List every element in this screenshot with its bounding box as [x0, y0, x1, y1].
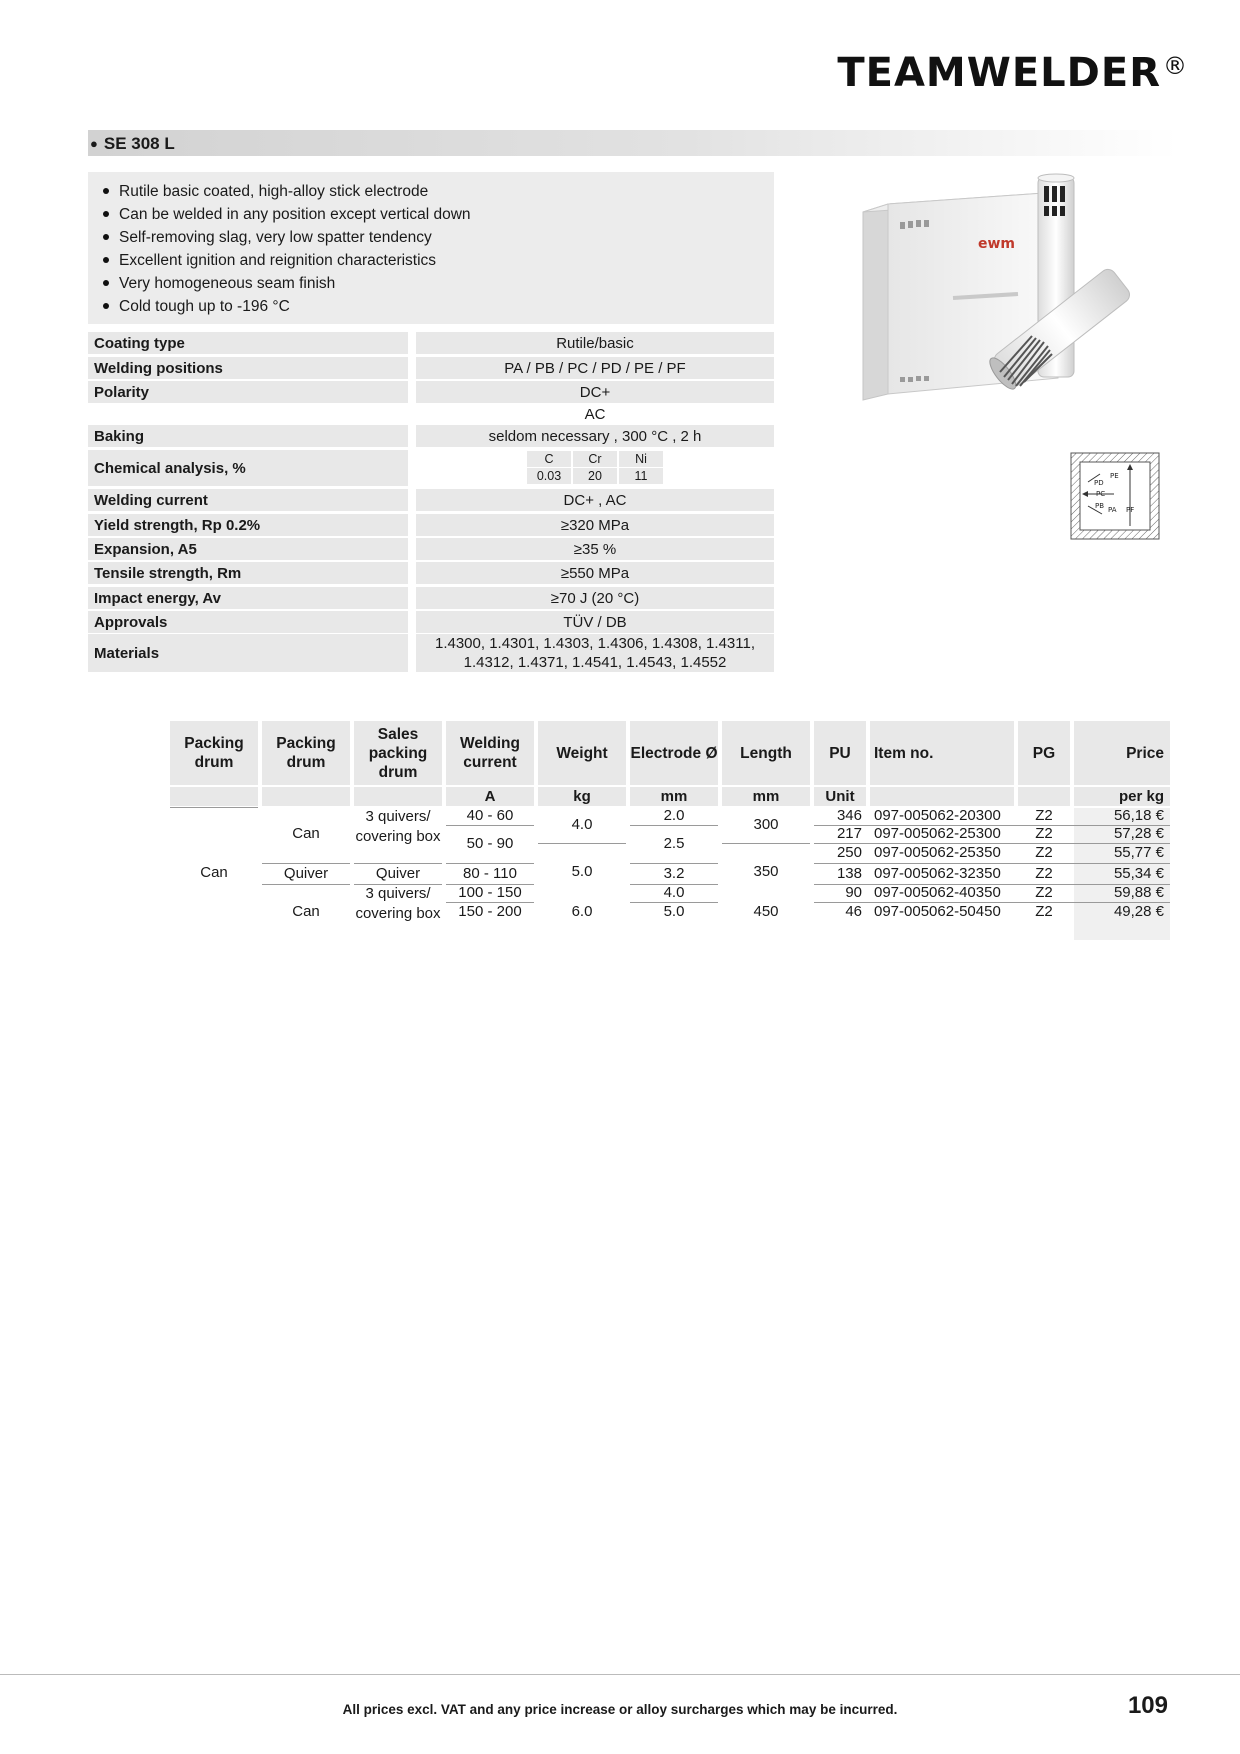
divider — [262, 884, 350, 885]
spec-row-impact-energy — [88, 587, 774, 609]
electrode-cell: 2.0 — [663, 807, 685, 824]
feature-item — [100, 203, 774, 226]
unit-cell: per kg — [1074, 787, 1170, 806]
pg-cell: Z2 — [1035, 865, 1053, 882]
divider — [538, 843, 626, 844]
feature-item — [100, 180, 774, 203]
divider — [262, 863, 350, 864]
bullet-icon — [103, 211, 109, 217]
price-cell: 55,34 € — [1113, 865, 1164, 882]
price-cell: 59,88 € — [1113, 884, 1164, 901]
chemical-analysis-grid — [416, 450, 774, 486]
brand-name: TEAMWELDER — [837, 50, 1161, 96]
column-header: PG — [1018, 721, 1070, 785]
electrode-cell: 4.0 — [663, 884, 685, 901]
divider — [630, 863, 718, 864]
packing-drum-cell: Can — [292, 825, 320, 842]
price-cell: 55,77 € — [1113, 844, 1164, 861]
feature-text: Rutile basic coated, high-alloy stick electrode — [119, 183, 429, 200]
pu-cell: 90 — [845, 884, 862, 901]
feature-list — [88, 172, 774, 324]
feature-item — [100, 272, 774, 295]
divider — [446, 825, 534, 826]
unit-cell: mm — [630, 787, 718, 806]
spec-value: ≥70 J (20 °C) — [416, 587, 774, 609]
spec-row-welding-positions — [88, 357, 774, 379]
title-bar — [88, 130, 1178, 156]
column-header: Price — [1074, 721, 1170, 785]
materials-line: 1.4312, 1.4371, 1.4541, 1.4543, 1.4552 — [463, 654, 727, 671]
product-title — [90, 134, 175, 154]
bullet-icon — [103, 257, 109, 263]
feature-text: Self-removing slag, very low spatter tendency — [119, 229, 432, 246]
position-label: PF — [1126, 506, 1135, 514]
chem-value: 11 — [619, 468, 663, 484]
pu-cell: 217 — [836, 825, 862, 842]
sales-packing-cell: Quiver — [375, 865, 421, 882]
length-cell: 300 — [753, 816, 779, 833]
spec-label: Expansion, A5 — [88, 538, 408, 560]
product-image — [858, 172, 1148, 448]
spec-row-welding-current — [88, 489, 774, 511]
spec-label: Materials — [88, 634, 408, 672]
feature-text: Cold tough up to -196 °C — [119, 298, 290, 315]
footer-divider — [0, 1674, 1240, 1675]
chem-value: 0.03 — [527, 468, 571, 484]
spec-row-materials — [88, 634, 774, 672]
pg-cell: Z2 — [1035, 807, 1053, 824]
divider — [354, 863, 442, 864]
spec-row-baking — [88, 425, 774, 447]
spec-label: Impact energy, Av — [88, 587, 408, 609]
pg-cell: Z2 — [1035, 903, 1053, 920]
chem-element: C — [527, 451, 571, 467]
unit-cell: mm — [722, 787, 810, 806]
spec-row-polarity — [88, 381, 774, 403]
spec-row-coating-type — [88, 332, 774, 354]
feature-text: Can be welded in any position except vertical down — [119, 206, 471, 223]
pg-cell: Z2 — [1035, 884, 1053, 901]
feature-text: Excellent ignition and reignition characteristics — [119, 252, 437, 269]
current-cell: 50 - 90 — [466, 835, 514, 852]
spec-value: Rutile/basic — [416, 332, 774, 354]
current-cell: 100 - 150 — [458, 884, 522, 901]
electrode-cell: 5.0 — [663, 903, 685, 920]
pu-cell: 250 — [836, 844, 862, 861]
column-header: Welding current — [446, 721, 534, 785]
pu-cell: 138 — [836, 865, 862, 882]
pg-cell: Z2 — [1035, 825, 1053, 842]
packing-drum-cell: Can — [292, 903, 320, 920]
bullet-icon — [103, 188, 109, 194]
unit-cell: Unit — [814, 787, 866, 806]
column-header: Sales packing drum — [354, 721, 442, 785]
current-cell: 40 - 60 — [466, 807, 514, 824]
materials-line: 1.4300, 1.4301, 1.4303, 1.4306, 1.4308, 1.4311, — [434, 635, 755, 652]
unit-cell: kg — [538, 787, 626, 806]
chem-element: Cr — [573, 451, 617, 467]
position-label: PA — [1108, 506, 1117, 514]
pg-cell: Z2 — [1035, 844, 1053, 861]
page-number: 109 — [1127, 1692, 1168, 1719]
unit-cell-empty — [1018, 787, 1070, 806]
spec-value — [416, 634, 774, 672]
unit-cell-empty — [262, 787, 350, 806]
bullet-icon: ● — [90, 136, 98, 151]
pu-cell: 346 — [836, 807, 862, 824]
divider — [814, 863, 1170, 864]
unit-cell: A — [446, 787, 534, 806]
feature-text: Very homogeneous seam finish — [119, 275, 336, 292]
spec-row-yield-strength — [88, 514, 774, 536]
divider — [722, 843, 810, 844]
spec-label: Baking — [88, 425, 408, 447]
brand-mark: ewm — [978, 236, 1016, 252]
registered-mark: ® — [1163, 52, 1188, 80]
spec-value: ≥35 % — [416, 538, 774, 560]
item-number-cell: 097-005062-20300 — [874, 807, 1001, 824]
spec-value: DC+ — [416, 381, 774, 403]
column-header: Item no. — [870, 721, 1014, 785]
feature-item — [100, 226, 774, 249]
divider — [446, 863, 534, 864]
spec-row-tensile-strength — [88, 562, 774, 584]
weight-cell: 6.0 — [571, 903, 593, 920]
sales-packing-cell: 3 quivers/ covering box — [355, 885, 441, 922]
item-number-cell: 097-005062-50450 — [874, 903, 1001, 920]
item-number-cell: 097-005062-32350 — [874, 865, 1001, 882]
spec-row-polarity-ac — [88, 404, 774, 424]
length-cell: 350 — [753, 863, 779, 880]
column-header: Weight — [538, 721, 626, 785]
spec-value: DC+ , AC — [416, 489, 774, 511]
position-label: PE — [1110, 472, 1119, 480]
current-cell: 80 - 110 — [463, 865, 517, 882]
position-label: PB — [1095, 502, 1105, 510]
spec-value: ≥320 MPa — [416, 514, 774, 536]
column-header: PU — [814, 721, 866, 785]
bullet-icon — [103, 303, 109, 309]
spec-value: PA / PB / PC / PD / PE / PF — [416, 357, 774, 379]
item-number-cell: 097-005062-25350 — [874, 844, 1001, 861]
spec-label: Chemical analysis, % — [88, 450, 408, 486]
divider — [170, 807, 258, 808]
position-label: PD — [1094, 479, 1104, 487]
product-title-text: SE 308 L — [103, 134, 175, 153]
price-cell: 49,28 € — [1113, 903, 1164, 920]
chem-element: Ni — [619, 451, 663, 467]
spec-label: Welding current — [88, 489, 408, 511]
spec-value: TÜV / DB — [416, 611, 774, 633]
bullet-icon — [103, 234, 109, 240]
spec-value: seldom necessary , 300 °C , 2 h — [416, 425, 774, 447]
brand-logo — [837, 50, 1188, 96]
spec-label: Yield strength, Rp 0.2% — [88, 514, 408, 536]
column-header: Packing drum — [262, 721, 350, 785]
spec-row-expansion — [88, 538, 774, 560]
price-cell: 56,18 € — [1113, 807, 1164, 824]
column-header: Packing drum — [170, 721, 258, 785]
spec-label: Polarity — [88, 381, 408, 403]
column-header: Length — [722, 721, 810, 785]
length-cell: 450 — [753, 903, 779, 920]
feature-item — [100, 249, 774, 272]
weight-cell: 4.0 — [571, 816, 593, 833]
bullet-icon — [103, 280, 109, 286]
spec-value: ≥550 MPa — [416, 562, 774, 584]
packing-drum-cell: Can — [200, 864, 228, 881]
sales-packing-cell: 3 quivers/ covering box — [355, 808, 441, 845]
unit-cell-empty — [870, 787, 1014, 806]
spec-label: Coating type — [88, 332, 408, 354]
item-number-cell: 097-005062-40350 — [874, 884, 1001, 901]
pu-cell: 46 — [845, 903, 862, 920]
price-cell: 57,28 € — [1113, 825, 1164, 842]
unit-cell-empty — [170, 787, 258, 806]
packing-drum-cell: Quiver — [283, 865, 329, 882]
spec-row-chemical-analysis — [88, 450, 774, 486]
footer-note: All prices excl. VAT and any price increase or alloy surcharges which may be incurred. — [342, 1702, 898, 1717]
spec-label: Tensile strength, Rm — [88, 562, 408, 584]
position-label: PC — [1096, 490, 1106, 498]
spec-row-approvals — [88, 611, 774, 633]
item-number-cell: 097-005062-25300 — [874, 825, 1001, 842]
chem-value: 20 — [573, 468, 617, 484]
unit-cell-empty — [354, 787, 442, 806]
electrode-cell: 2.5 — [663, 835, 685, 852]
weight-cell: 5.0 — [571, 863, 593, 880]
electrode-cell: 3.2 — [663, 865, 685, 882]
feature-item — [100, 295, 774, 318]
spec-value: AC — [584, 405, 606, 423]
spec-label: Approvals — [88, 611, 408, 633]
column-header: Electrode Ø — [630, 721, 718, 785]
divider — [630, 825, 718, 826]
current-cell: 150 - 200 — [458, 903, 522, 920]
spec-label: Welding positions — [88, 357, 408, 379]
welding-positions-diagram — [1070, 452, 1160, 540]
